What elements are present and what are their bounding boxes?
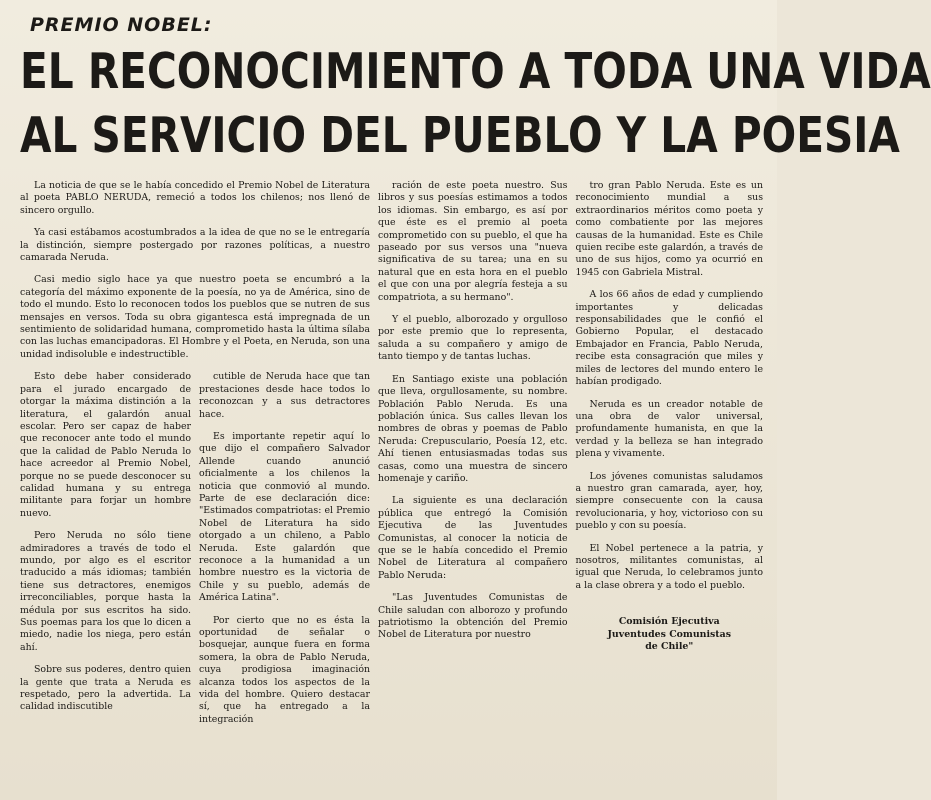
column-paragraph: tro gran Pablo Neruda. Este es un reconocimiento mundial a sus extraordinarios méritos como poeta y como combatiente por las mejores causas de la humanidad. Este es Chile quien recibe este galardón, a través de uno de sus hijos, como ya ocurrió en 1945 con Gabriela Mistral. bbox=[575, 180, 763, 278]
signature-line: de Chile" bbox=[645, 641, 694, 652]
column-3 bbox=[378, 180, 568, 736]
signature-line: Comisión Ejecutiva bbox=[618, 616, 720, 628]
column-2 bbox=[199, 371, 370, 736]
lead-paragraph: Ya casi estábamos acostumbrados a la idea de que no se le entregaría la distinción, siempre postergado por razones políticas, a nuestro camarada Neruda. bbox=[20, 227, 370, 264]
column-paragraph: Neruda es un creador notable de una obra de valor universal, profundamente humanista, en que la verdad y la belleza se han integrado plena y vivamente. bbox=[575, 398, 763, 460]
column-paragraph: "Las Juventudes Comunistas de Chile saludan con alborozo y profundo patriotismo la obtención del Premio Nobel de Literatura por nuestro bbox=[378, 592, 568, 641]
lead-section bbox=[20, 180, 370, 371]
lead-paragraph: La noticia de que se le había concedido el Premio Nobel de Literatura al poeta PABLO NERUDA, remeció a todos los chilenos; nos llenó de sincero orgullo. bbox=[20, 180, 370, 216]
lead-paragraph: Casi medio siglo hace ya que nuestro poeta se encumbró a la categoría del máximo exponente de la poesía, no ya de América, sino de todo el mundo. Esto lo reconocen todos los pueblos que se nutren de sus mensajes en versos. Toda su obra gigantesca está impregnada de un sentimiento de solidaridad humana, comprometido hasta la última sílaba con las luchas emancipadoras. El Hombre y el Poeta, en Neruda, son una unidad indisoluble e indestructible. bbox=[20, 274, 370, 360]
article-body bbox=[20, 180, 763, 736]
section-kicker: PREMIO NOBEL: bbox=[30, 14, 213, 36]
column-paragraph: Los jóvenes comunistas saludamos a nuestro gran camarada, ayer, hoy, siempre consecuente con la causa revolucionaria, y hoy, victorioso con su pueblo y con su poesía. bbox=[575, 470, 763, 532]
headline-line-2: AL SERVICIO DEL PUEBLO Y LA POESIA bbox=[20, 107, 900, 164]
signature bbox=[576, 616, 764, 653]
headline-line-1: EL RECONOCIMIENTO A TODA UNA VIDA bbox=[20, 43, 931, 100]
column-paragraph: Es importante repetir aquí lo que dijo el compañero Salvador Allende cuando anunció oficialmente a los chilenos la noticia que conmovió al mundo. Parte de ese declaración dice: "Estimados compatriotas: el Premio Nobel de Literatura ha sido otorgado a un chileno, a Pablo Neruda. Este galardón que reconoce a la humanidad a un hombre nuestro es la victoria de Chile y su pueblo, además de América Latina". bbox=[199, 430, 370, 604]
column-paragraph: La siguiente es una declaración pública que entregó la Comisión Ejecutiva de las Juventudes Comunistas, al conocer la noticia de que se le había concedido el Premio Nobel de Literatura al compañero Pablo Neruda: bbox=[378, 495, 568, 581]
column-paragraph: En Santiago existe una población que lleva, orgullosamente, su nombre. Población Pablo Neruda. Es una población única. Sus calles llevan los nombres de obras y poemas de Pablo Neruda: Crepusculario, Poesía 12, etc. Ahí tienen entusiasmadas todas sus casas, como una muestra de sincero homenaje y cariño. bbox=[378, 373, 568, 484]
sub-columns bbox=[20, 371, 370, 736]
column-paragraph: Por cierto que no es ésta la oportunidad de señalar o bosquejar, aunque fuera en forma somera, la obra de Pablo Neruda, cuya prodigiosa imaginación alcanza todos los aspectos de la vida del hombre. Quiero destacar sí, que ha entregado a la integración bbox=[199, 614, 370, 725]
column-paragraph: cutible de Neruda hace que tan prestaciones desde hace todos lo reconozcan y a sus detractores hace. bbox=[199, 371, 370, 420]
column-1 bbox=[20, 371, 191, 736]
headline bbox=[20, 40, 931, 168]
column-paragraph: Y el pueblo, alborozado y orgulloso por este premio que lo representa, saluda a su compañero y amigo de tanto tiempo y de tantas luchas. bbox=[378, 314, 568, 363]
column-paragraph: ración de este poeta nuestro. Sus libros y sus poesías estimamos a todos los idiomas. Sin embargo, es así por que éste es el premio al poeta comprometido con su pueblo, el que ha paseado por sus versos una "nueva significativa de su tarea; una en su natural que en esta hora en el pueblo el que con una por alegría festeja a su compatriota, a su hermano". bbox=[378, 180, 568, 303]
column-paragraph: Esto debe haber considerado para el jurado encargado de otorgar la máxima distinción a la literatura, el galardón anual escolar. Pero ser capaz de haber que reconocer ante todo el mundo que la calidad de Pablo Neruda lo hace acreedor al Premio Nobel, porque no se puede desconocer su calidad humana y su entrega militante para forjar un hombre nuevo. bbox=[20, 371, 191, 519]
column-paragraph: Sobre sus poderes, dentro quien la gente que trata a Neruda es respetado, pero la advertida. La calidad indiscutible bbox=[20, 664, 191, 713]
signature-line: Juventudes Comunistas bbox=[607, 628, 731, 640]
column-4 bbox=[576, 180, 764, 736]
column-paragraph: Pero Neruda no sólo tiene admiradores a través de todo el mundo, por algo es el escritor traducido a más idiomas; también tiene sus detractores, enemigos irreconciliables, porque hasta la médula por sus escritos ha sido. Sus poemas para los que lo dicen a miedo, nadie los niega, pero están ahí. bbox=[20, 530, 191, 653]
left-block bbox=[20, 180, 370, 736]
column-paragraph: A los 66 años de edad y cumpliendo importantes y delicadas responsabilidades que le confió el Gobierno Popular, el destacado Embajador en Francia, Pablo Neruda, recibe esta consagración que miles y miles de lectores del mundo entero le habían prodigado. bbox=[575, 289, 763, 388]
column-paragraph: El Nobel pertenece a la patria, y nosotros, militantes comunistas, al igual que Neruda, lo celebramos junto a la clase obrera y a todo el pueblo. bbox=[575, 542, 763, 591]
